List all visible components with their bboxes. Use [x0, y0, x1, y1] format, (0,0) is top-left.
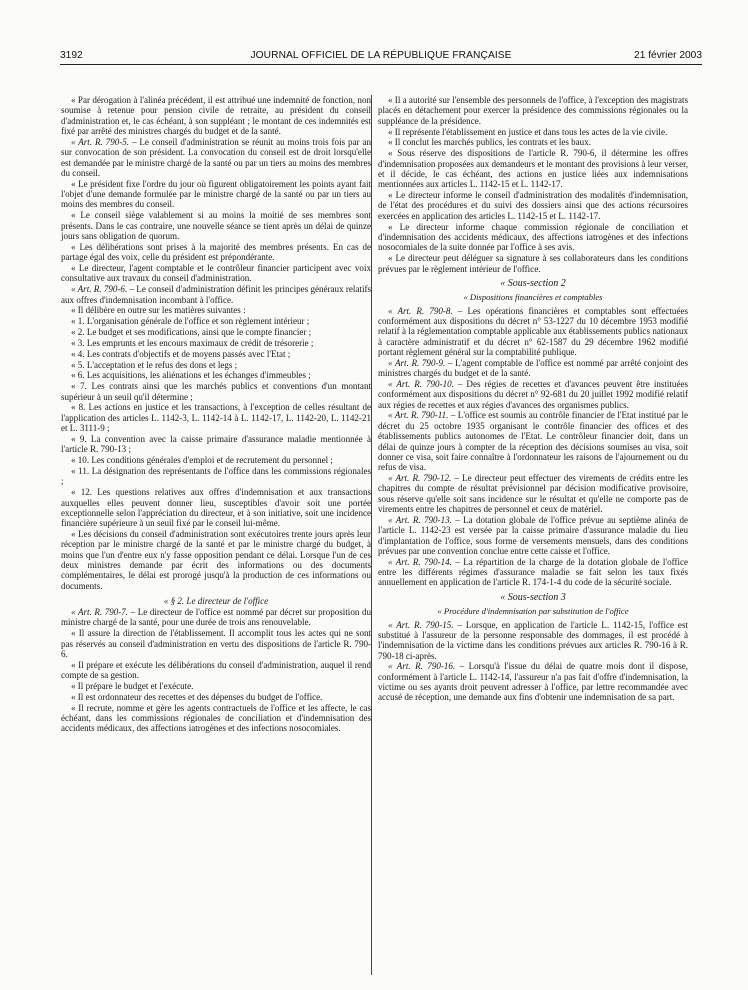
- paragraph-text: « 1. L'organisation générale de l'office et son règlement intérieur ;: [71, 316, 310, 327]
- paragraph: [61, 95, 371, 136]
- paragraph-text: – Lorsqu'à l'issue du délai de quatre mois dont il dispose, conformément à l'article L. 1142-14, l'assureur n'a pas fait d'offre d'indemnisation, la victime ou ses ayants droit peuvent adresser à l'office, par lettre recommandée avec accusé de réception, une demande aux fins d'obtenir une indemnisation de sa part.: [378, 661, 688, 703]
- paragraph: [378, 358, 688, 379]
- paragraph-text: « 11. La désignation des représentants de l'office dans les commissions régionales ;: [61, 466, 371, 487]
- paragraph-text: « Le conseil siège valablement si au moins la moitié de ses membres sont présents. Dans le cas contraire, une nouvelle séance se tient après un délai de quinze jours sans obligation de quorum.: [61, 210, 371, 241]
- article-reference: « Art. R. 790-8.: [388, 305, 453, 316]
- paragraph-text: « Les décisions du conseil d'administration sont exécutoires trente jours après leur réception par le ministre chargé de la santé et par le ministre chargé du budget, à moins que l'un d'entre eux n'y fasse opposition pendant ce délai. Lorsque l'un de ces deux ministres demande par écrit des informations ou des documents complémentaires, le délai est prorogé jusqu'à la production de ces informations ou documents.: [61, 529, 371, 591]
- paragraph: [378, 127, 688, 137]
- paragraph-text: « Il conclut les marchés publics, les contrats et les baux.: [388, 137, 591, 148]
- article-reference: « Art. R. 790-6.: [71, 284, 128, 295]
- article-reference: « Art. R. 790-15.: [388, 619, 454, 630]
- subsection-subtitle: « Dispositions financières et comptables: [463, 292, 603, 303]
- paragraph: [378, 379, 688, 410]
- paragraph-text: « 4. Les contrats d'objectifs et de moyens passés avec l'Etat ;: [71, 348, 291, 359]
- paragraph: [61, 703, 371, 734]
- article-reference: « Art. R. 790-11.: [388, 410, 449, 421]
- section-heading: « § 2. Le directeur de l'office: [163, 596, 269, 607]
- paragraph-text: « 8. Les actions en justice et les transactions, à l'exception de celles résultant de l'application des articles L. 1142-3, L. 1142-14 à L. 1142-17, L. 1142-20, L. 1142-21 et L. 3111-9 ;: [61, 402, 371, 434]
- paragraph-text: « Il prépare et exécute les délibérations du conseil d'administration, auquel il rend compte de sa gestion.: [61, 659, 371, 681]
- paragraph-text: « Le directeur informe le conseil d'administration des modalités d'indemnisation, de l'état des procédures et du suivi des dossiers ainsi que des actions récursoires exercées en application des articles L. 1142-15 et L. 1142-17.: [378, 190, 688, 221]
- paragraph: [61, 681, 371, 691]
- journal-title: JOURNAL OFFICIEL DE LA RÉPUBLIQUE FRANÇAISE: [250, 50, 512, 61]
- paragraph: [61, 660, 371, 681]
- paragraph: [378, 222, 688, 253]
- paragraph: [378, 515, 688, 556]
- subsection-heading: « Sous-section 3: [500, 591, 566, 603]
- paragraph: [61, 179, 371, 210]
- paragraph: [378, 137, 688, 147]
- paragraph-text: « Sous réserve des dispositions de l'article R. 790-6, il détermine les offres d'indemnisation proposées aux demandeurs et le montant des provisions à leur verser, et il décide, le cas échéant, des actions en justice liées aux indemnisations mentionnées aux articles L. 1142-15 et L. 1142-17.: [378, 148, 688, 190]
- paragraph-text: « Le directeur informe chaque commission régionale de conciliation et d'indemnisation des accidents médicaux, des affections iatrogènes et des infections nosocomiales de la suite donnée par l'office à ses avis.: [378, 221, 688, 253]
- paragraph-text: « 10. Les conditions générales d'emploi et de recrutement du personnel ;: [71, 455, 333, 466]
- paragraph-text: « 12. Les questions relatives aux offres d'indemnisation et aux transactions auxquelles elles peuvent donner lieu, susceptibles d'avoir soit une portée exceptionnelle selon l'appréciation du directeur, et à son initiative, soit une incidence financière supérieure à un seuil fixé par le conseil lui-même.: [61, 487, 371, 529]
- header-rule: [60, 64, 702, 65]
- paragraph: [61, 305, 371, 315]
- issue-date: 21 février 2003: [634, 50, 702, 61]
- paragraph-text: « 7. Les contrats ainsi que les marchés publics et conventions d'un montant supérieur à un seuil qu'il détermine ;: [61, 381, 371, 402]
- paragraph-text: « Il délibère en outre sur les matières suivantes :: [71, 305, 246, 316]
- paragraph: [61, 263, 371, 284]
- paragraph: [378, 473, 688, 514]
- page-number: 3192: [60, 50, 83, 61]
- paragraph: [61, 529, 371, 591]
- paragraph-text: « Les délibérations sont prises à la majorité des membres présents. En cas de partage égal des voix, celle du président est prépondérante.: [61, 241, 371, 263]
- paragraph: [378, 306, 688, 358]
- subsection-subtitle: « Procédure d'indemnisation par substitution de l'office: [437, 606, 629, 617]
- paragraph: [378, 95, 688, 126]
- paragraph-text: – Les opérations financières et comptables sont effectuées conformément aux dispositions du décret n° 53-1227 du 10 décembre 1953 modifié relatif à la réglementation comptable applicable aux établissements publics nationaux à caractère administratif et du décret n° 62-1587 du 29 décembre 1962 modifié portant règlement général sur la comptabilité publique.: [378, 305, 688, 357]
- paragraph-text: « Il est ordonnateur des recettes et des dépenses du budget de l'office.: [71, 691, 323, 702]
- paragraph-text: « Le directeur peut déléguer sa signature à ses collaborateurs dans les conditions prévues par le règlement intérieur de l'office.: [378, 253, 688, 274]
- article-reference: « Art. R. 790-7.: [71, 607, 129, 617]
- paragraph: [61, 434, 371, 455]
- right-column: [378, 95, 688, 703]
- paragraph: [378, 148, 688, 189]
- paragraph-text: « Il prépare le budget et l'exécute.: [71, 680, 194, 691]
- paragraph-text: « Le directeur, l'agent comptable et le contrôleur financier participent avec voix consultative aux travaux du conseil d'administration.: [61, 263, 371, 284]
- paragraph: [378, 620, 688, 661]
- left-column: [61, 95, 371, 734]
- paragraph-text: « 6. Les acquisitions, les aliénations et les échanges d'immeubles ;: [71, 370, 311, 381]
- column-divider: [371, 95, 372, 975]
- article-reference: « Art. R. 790-10.: [388, 378, 454, 389]
- paragraph-text: « Le président fixe l'ordre du jour où figurent obligatoirement les points ayant fait l'objet d'une demande formulée par le ministre chargé de la santé ou par un tiers au moins des membres du conseil.: [61, 178, 371, 210]
- paragraph-text: « Il recrute, nomme et gère les agents contractuels de l'office et les affecte, le cas échéant, dans les commissions régionales de conciliation et d'indemnisation des accidents médicaux, des affections iatrogènes et des infections nosocomiales.: [61, 702, 371, 734]
- paragraph: [61, 607, 371, 628]
- article-reference: « Art. R. 790-12.: [388, 473, 452, 484]
- paragraph: [378, 253, 688, 274]
- paragraph-text: « 3. Les emprunts et les encours maximaux de crédit de trésorerie ;: [71, 337, 314, 348]
- paragraph: [61, 628, 371, 659]
- paragraph: [61, 210, 371, 241]
- paragraph: [61, 338, 371, 348]
- paragraph-text: « 5. L'acceptation et le refus des dons et legs ;: [71, 359, 238, 370]
- paragraph-text: – L'office est soumis au contrôle financier de l'Etat institué par le décret du 25 octobre 1935 organisant le contrôle financier des offices et des établissements publics autonomes de l'Etat. Le contrôleur financier doit, dans un délai de quinze jours à compter de la réception des décisions soumises au visa, soit donner ce visa, soit faire connaître à l'ordonnateur les raisons de l'ajournement ou du refus de visa.: [378, 410, 688, 473]
- paragraph-text: – Lorsque, en application de l'article L. 1142-15, l'office est substitué à l'assureur de la personne responsable des dommages, il est procédé à l'indemnisation de la victime dans les conditions prévues aux articles R. 790-16 à R. 790-18 ci-après.: [378, 619, 688, 661]
- paragraph: [61, 316, 371, 326]
- paragraph-text: – Le conseil d'administration définit les principes généraux relatifs aux offres d'indemnisation incombant à l'office.: [61, 284, 371, 305]
- paragraph-text: « Il assure la direction de l'établissement. Il accomplit tous les actes qui ne sont pas réservés au conseil d'administration en vertu des dispositions de l'article R. 790-6.: [61, 628, 371, 659]
- paragraph: [61, 242, 371, 263]
- paragraph: [61, 360, 371, 370]
- paragraph-text: – Des régies de recettes et d'avances peuvent être instituées conformément aux dispositions du décret n° 92-681 du 20 juillet 1992 modifié relatif aux régies de recettes et aux régies d'avances des organismes publics.: [378, 378, 688, 410]
- subsection-heading: « Sous-section 2: [500, 277, 566, 289]
- paragraph: [378, 557, 688, 588]
- paragraph: [61, 381, 371, 402]
- paragraph: [61, 692, 371, 702]
- article-reference: « Art. R. 790-9.: [388, 357, 446, 368]
- article-reference: « Art. R. 790-5.: [71, 136, 130, 147]
- paragraph: [61, 284, 371, 305]
- paragraph-text: « 2. Le budget et ses modifications, ainsi que le compte financier ;: [71, 327, 312, 338]
- paragraph-text: « 9. La convention avec la caisse primaire d'assurance maladie mentionnée à l'article R. 790-13 ;: [61, 434, 371, 455]
- article-reference: « Art. R. 790-13.: [388, 514, 452, 525]
- paragraph-text: « Il représente l'établissement en justice et dans tous les actes de la vie civile.: [388, 126, 668, 137]
- paragraph-text: – Le conseil d'administration se réunit au moins trois fois par an sur convocation de son président. La convocation du conseil est de droit lorsqu'elle est demandée par le ministre chargé de la santé ou par un tiers au moins des membres du conseil.: [61, 136, 371, 178]
- paragraph-text: – Le directeur de l'office est nommé par décret sur proposition du ministre chargé de la santé, pour une durée de trois ans renouvelable.: [61, 607, 371, 628]
- paragraph: [61, 402, 371, 433]
- paragraph: [61, 370, 371, 380]
- paragraph-text: – La répartition de la charge de la dotation globale de l'office entre les différents régimes d'assurance maladie se fait selon les taux fixés annuellement en application de l'article R. 174-1-4 du code de la sécurité sociale.: [378, 556, 688, 588]
- paragraph: [61, 466, 371, 487]
- paragraph: [61, 455, 371, 465]
- paragraph: [61, 349, 371, 359]
- paragraph-text: – La dotation globale de l'office prévue au septième alinéa de l'article L. 1142-23 est versée par la caisse primaire d'assurance maladie du lieu d'implantation de l'office, sous forme de versements mensuels, dans des conditions prévues par une convention conclue entre cette caisse et l'office.: [378, 514, 688, 556]
- paragraph: [378, 410, 688, 472]
- paragraph-text: « Il a autorité sur l'ensemble des personnels de l'office, à l'exception des magistrats placés en détachement pour exercer la présidence des commissions régionales ou la suppléance de la présidence.: [378, 95, 688, 126]
- paragraph-text: « Par dérogation à l'alinéa précédent, il est attribué une indemnité de fonction, non soumise à retenue pour pension civile de retraite, au président du conseil d'administration et, le cas échéant, à son suppléant ; le montant de ces indemnités est fixé par arrêté des ministres chargés du budget et de la santé.: [61, 95, 371, 137]
- paragraph: [378, 190, 688, 221]
- paragraph-text: – L'agent comptable de l'office est nommé par arrêté conjoint des ministres chargés du budget et de la santé.: [378, 357, 688, 379]
- paragraph: [61, 487, 371, 528]
- paragraph-text: – Le directeur peut effectuer des virements de crédits entre les chapitres du compte de résultat prévisionnel par décision modificative provisoire, sous réserve qu'elle soit sans incidence sur le résultat et qu'elle ne comporte pas de virements entre les chapitres de personnel et ceux de matériel.: [378, 473, 688, 515]
- paragraph: [61, 137, 371, 178]
- article-reference: « Art. R. 790-16.: [388, 661, 456, 672]
- paragraph: [61, 327, 371, 337]
- article-reference: « Art. R. 790-14.: [388, 556, 452, 567]
- paragraph: [378, 661, 688, 702]
